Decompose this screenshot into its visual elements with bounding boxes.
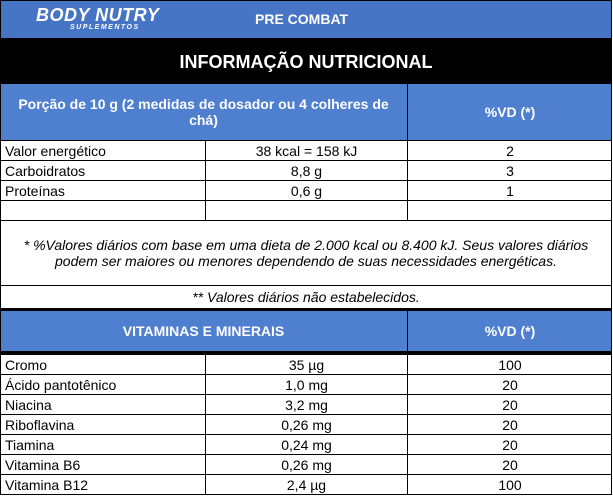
vitamin-name: Niacina [5, 396, 52, 413]
vitamins-header: VITAMINAS E MINERAIS [0, 311, 407, 351]
vitamin-amount: 0,26 mg [281, 456, 332, 473]
grid-line [0, 454, 612, 455]
grid-line [0, 414, 612, 415]
vitamin-name: Vitamina B6 [5, 456, 81, 473]
grid-line [0, 474, 612, 475]
vitamin-vd: 20 [502, 376, 518, 393]
vitamin-vd: 20 [502, 416, 518, 433]
nutrient-name: Carboidratos [5, 162, 86, 179]
nutrient-vd: 2 [506, 142, 514, 159]
grid-line [611, 0, 612, 495]
empty-row [0, 201, 612, 220]
vitamin-name: Cromo [5, 356, 48, 373]
vitamin-vd: 100 [498, 476, 522, 493]
vitamin-vd: 20 [502, 456, 518, 473]
grid-line [0, 494, 612, 495]
grid-line [205, 355, 206, 495]
grid-line [0, 220, 612, 221]
grid-line [0, 285, 612, 286]
vitamins-vd-header: %VD (*) [408, 311, 612, 351]
grid-line [407, 84, 408, 221]
grid-line [407, 311, 408, 495]
nutrient-name: Valor energético [5, 142, 106, 159]
grid-line [0, 434, 612, 435]
nutrient-name: Proteínas [5, 182, 65, 199]
brand-name: BODY NUTRY [36, 5, 160, 25]
grid-line [0, 394, 612, 395]
nutrient-vd: 3 [506, 162, 514, 179]
brand-logo [36, 6, 159, 32]
brand-subtitle: SUPLEMENTOS [70, 24, 140, 31]
vitamin-amount: 3,2 mg [285, 396, 328, 413]
vitamin-amount: 0,26 mg [281, 416, 332, 433]
grid-line [0, 200, 612, 201]
vitamin-vd: 20 [502, 396, 518, 413]
vitamin-name: Vitamina B12 [5, 476, 89, 493]
grid-line [0, 38, 612, 43]
portion-label: Porção de 10 g (2 medidas de dosador ou 4 colheres de chá) [0, 84, 407, 140]
grid-line [205, 140, 206, 221]
grid-line [0, 140, 612, 141]
nutrient-vd: 1 [506, 182, 514, 199]
grid-line [0, 0, 612, 1]
table-title: INFORMAÇÃO NUTRICIONAL [0, 43, 612, 81]
vitamin-vd: 100 [498, 356, 522, 373]
vitamin-vd: 20 [502, 436, 518, 453]
vitamin-name: Tiamina [5, 436, 55, 453]
nutrient-amount: 38 kcal = 158 kJ [255, 142, 358, 159]
grid-line [0, 160, 612, 161]
nutrient-amount: 0,6 g [290, 182, 323, 199]
vitamin-amount: 1,0 mg [285, 376, 328, 393]
portion-vd-header: %VD (*) [408, 84, 612, 140]
vitamin-amount: 2,4 µg [286, 476, 327, 493]
vitamin-name: Riboflavina [5, 416, 75, 433]
footnote-not-established: ** Valores diários não estabelecidos. [192, 289, 420, 305]
nutrient-amount: 8,8 g [290, 162, 323, 179]
grid-line [0, 374, 612, 375]
grid-line [0, 0, 1, 495]
grid-line [0, 180, 612, 181]
grid-line [0, 351, 612, 355]
vitamin-amount: 35 µg [288, 356, 325, 373]
vitamin-name: Ácido pantotênico [5, 376, 117, 393]
grid-line [0, 308, 612, 311]
footnote-daily-values: * %Valores diários com base em uma dieta de 2.000 kcal ou 8.400 kJ. Seus valores diários podem ser maiores ou menores dependendo de suas necessidades energéticas. [23, 237, 589, 269]
vitamin-amount: 0,24 mg [281, 436, 332, 453]
grid-line [0, 81, 612, 84]
product-name: PRE COMBAT [255, 11, 349, 27]
